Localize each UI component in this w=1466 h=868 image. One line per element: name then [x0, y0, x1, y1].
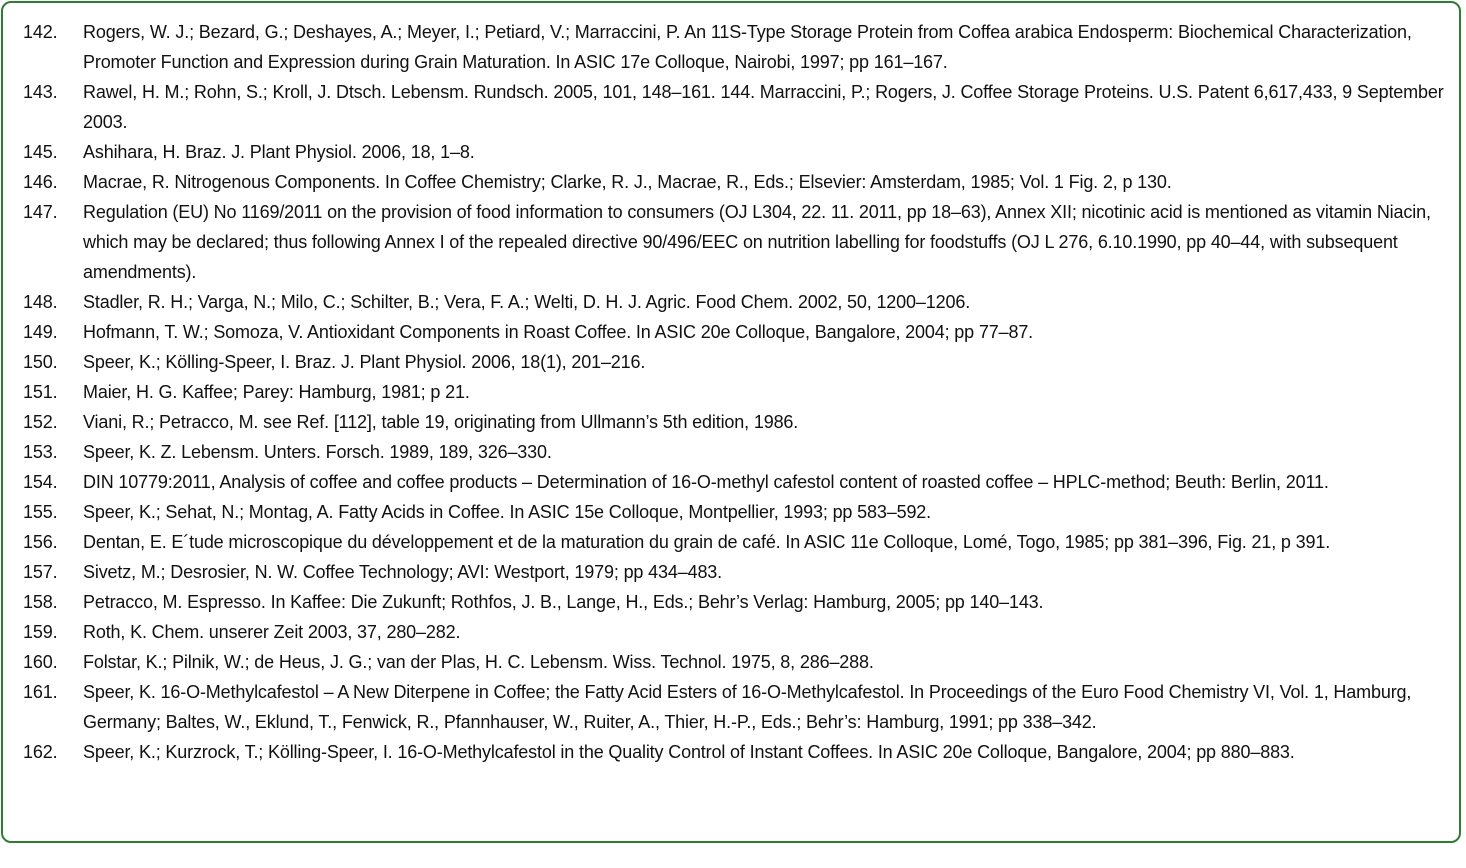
reference-item-149: [23, 317, 1451, 347]
reference-number: 149.: [23, 322, 58, 342]
reference-number: 150.: [23, 352, 58, 372]
reference-item-146: [23, 167, 1451, 197]
reference-item-152: [23, 407, 1451, 437]
reference-item-147: [23, 197, 1451, 287]
reference-number: 162.: [23, 742, 58, 762]
reference-number: 158.: [23, 592, 58, 612]
reference-text: Speer, K.; Sehat, N.; Montag, A. Fatty Acids in Coffee. In ASIC 15e Colloque, Montpellier, 1993; pp 583–592.: [83, 502, 932, 522]
reference-item-155: [23, 497, 1451, 527]
reference-text: Maier, H. G. Kaffee; Parey: Hamburg, 1981; p 21.: [83, 382, 470, 402]
reference-text: Speer, K. Z. Lebensm. Unters. Forsch. 1989, 189, 326–330.: [83, 442, 552, 462]
reference-text: Hofmann, T. W.; Somoza, V. Antioxidant Components in Roast Coffee. In ASIC 20e Colloque, Bangalore, 2004; pp 77–87.: [83, 322, 1034, 342]
reference-item-161: [23, 677, 1451, 737]
reference-number: 142.: [23, 22, 58, 42]
reference-item-159: [23, 617, 1451, 647]
reference-text: Macrae, R. Nitrogenous Components. In Coffee Chemistry; Clarke, R. J., Macrae, R., Eds.; Elsevier: Amsterdam, 1985; Vol. 1 Fig. 2, p 130.: [83, 172, 1172, 192]
reference-item-160: [23, 647, 1451, 677]
reference-item-148: [23, 287, 1451, 317]
reference-item-143: [23, 77, 1451, 137]
reference-text: Petracco, M. Espresso. In Kaffee: Die Zukunft; Rothfos, J. B., Lange, H., Eds.; Behr’s Verlag: Hamburg, 2005; pp 140–143.: [83, 592, 1044, 612]
reference-text: Rogers, W. J.; Bezard, G.; Deshayes, A.; Meyer, I.; Petiard, V.; Marraccini, P. An 11S-Type Storage Protein from Coffea arabica Endosperm: Biochemical Characterization, Promoter Function and Expression during Grain Maturation. In ASIC 17e Colloque, Nairobi, 1997; pp 161–167.: [83, 22, 1412, 72]
reference-number: 154.: [23, 472, 58, 492]
reference-number: 146.: [23, 172, 58, 192]
reference-item-154: [23, 467, 1451, 497]
reference-number: 156.: [23, 532, 58, 552]
reference-text: Regulation (EU) No 1169/2011 on the provision of food information to consumers (OJ L304, 22. 11. 2011, pp 18–63), Annex XII; nicotinic acid is mentioned as vitamin Niacin, which may be declared; thus following Annex I of the repealed directive 90/496/EEC on nutrition labelling for foodstuffs (OJ L 276, 6.10.1990, pp 40–44, with subsequent amendments).: [83, 202, 1431, 282]
reference-item-156: [23, 527, 1451, 557]
reference-text: Roth, K. Chem. unserer Zeit 2003, 37, 280–282.: [83, 622, 461, 642]
reference-text: DIN 10779:2011, Analysis of coffee and coffee products – Determination of 16-O-methyl cafestol content of roasted coffee – HPLC-method; Beuth: Berlin, 2011.: [83, 472, 1329, 492]
reference-item-153: [23, 437, 1451, 467]
reference-item-162: [23, 737, 1451, 767]
reference-text: Stadler, R. H.; Varga, N.; Milo, C.; Schilter, B.; Vera, F. A.; Welti, D. H. J. Agric. Food Chem. 2002, 50, 1200–1206.: [83, 292, 971, 312]
reference-item-142: [23, 17, 1451, 77]
reference-text: Viani, R.; Petracco, M. see Ref. [112], table 19, originating from Ullmann’s 5th edition, 1986.: [83, 412, 799, 432]
reference-text: Rawel, H. M.; Rohn, S.; Kroll, J. Dtsch. Lebensm. Rundsch. 2005, 101, 148–161. 144. Marraccini, P.; Rogers, J. Coffee Storage Proteins. U.S. Patent 6,617,433, 9 September 2003.: [83, 82, 1444, 132]
reference-item-151: [23, 377, 1451, 407]
reference-text: Dentan, E. E´tude microscopique du développement et de la maturation du grain de café. In ASIC 11e Colloque, Lomé, Togo, 1985; pp 381–396, Fig. 21, p 391.: [83, 532, 1331, 552]
reference-list: [23, 17, 1451, 767]
reference-number: 145.: [23, 142, 58, 162]
reference-item-158: [23, 587, 1451, 617]
reference-number: 148.: [23, 292, 58, 312]
reference-list-panel: [1, 1, 1461, 843]
reference-number: 155.: [23, 502, 58, 522]
reference-number: 152.: [23, 412, 58, 432]
reference-text: Speer, K.; Kurzrock, T.; Kölling-Speer, I. 16-O-Methylcafestol in the Quality Control of Instant Coffees. In ASIC 20e Colloque, Bangalore, 2004; pp 880–883.: [83, 742, 1295, 762]
reference-number: 161.: [23, 682, 58, 702]
reference-text: Speer, K.; Kölling-Speer, I. Braz. J. Plant Physiol. 2006, 18(1), 201–216.: [83, 352, 646, 372]
reference-number: 143.: [23, 82, 58, 102]
reference-item-157: [23, 557, 1451, 587]
reference-item-150: [23, 347, 1451, 377]
reference-text: Folstar, K.; Pilnik, W.; de Heus, J. G.; van der Plas, H. C. Lebensm. Wiss. Technol. 1975, 8, 286–288.: [83, 652, 874, 672]
reference-number: 157.: [23, 562, 58, 582]
reference-number: 153.: [23, 442, 58, 462]
reference-number: 160.: [23, 652, 58, 672]
reference-number: 159.: [23, 622, 58, 642]
reference-text: Sivetz, M.; Desrosier, N. W. Coffee Technology; AVI: Westport, 1979; pp 434–483.: [83, 562, 723, 582]
reference-text: Speer, K. 16-O-Methylcafestol – A New Diterpene in Coffee; the Fatty Acid Esters of 16-O-Methylcafestol. In Proceedings of the Euro Food Chemistry VI, Vol. 1, Hamburg, Germany; Baltes, W., Eklund, T., Fenwick, R., Pfannhauser, W., Ruiter, A., Thier, H.-P., Eds.; Behr’s: Hamburg, 1991; pp 338–342.: [83, 682, 1412, 732]
reference-number: 151.: [23, 382, 58, 402]
reference-item-145: [23, 137, 1451, 167]
reference-text: Ashihara, H. Braz. J. Plant Physiol. 2006, 18, 1–8.: [83, 142, 475, 162]
reference-number: 147.: [23, 202, 58, 222]
